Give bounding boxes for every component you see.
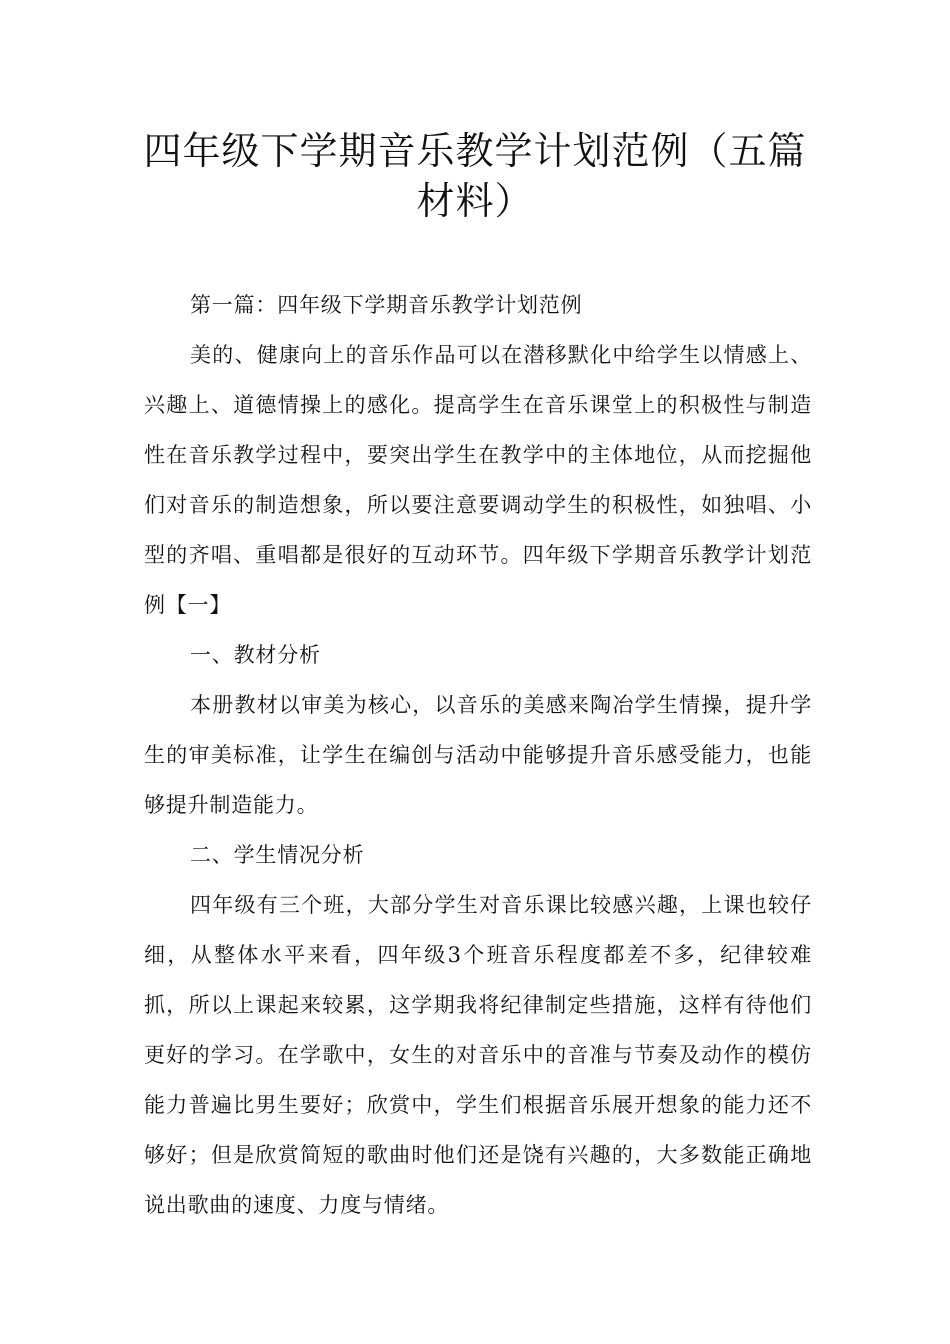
- document-body: [144, 280, 812, 1230]
- section-heading-textbook-analysis: 一、教材分析: [190, 643, 321, 667]
- intro-paragraph: 美的、健康向上的音乐作品可以在潜移默化中给学生以情感上、兴趣上、道德情操上的感化。提高学生在音乐课堂上的积极性与制造性在音乐教学过程中，要突出学生在教学中的主体地位，从而挖掘他们对音乐的制造想象，所以要注意要调动学生的积极性，如独唱、小型的齐唱、重唱都是很好的互动环节。四年级下学期音乐教学计划范例【一】: [144, 343, 812, 617]
- textbook-analysis-paragraph: 本册教材以审美为核心，以音乐的美感来陶冶学生情操，提升学生的审美标准，让学生在编创与活动中能够提升音乐感受能力，也能够提升制造能力。: [144, 693, 812, 817]
- student-analysis-paragraph: 四年级有三个班，大部分学生对音乐课比较感兴趣，上课也较仔细，从整体水平来看，四年级3个班音乐程度都差不多，纪律较难抓，所以上课起来较累，这学期我将纪律制定些措施，这样有待他们更好的学习。在学歌中，女生的对音乐中的音准与节奏及动作的模仿能力普遍比男生要好；欣赏中，学生们根据音乐展开想象的能力还不够好；但是欣赏简短的歌曲时他们还是饶有兴趣的，大多数能正确地说出歌曲的速度、力度与情绪。: [144, 893, 812, 1217]
- document-title: 四年级下学期音乐教学计划范例（五篇材料）: [143, 129, 807, 223]
- section-heading-part-one: 第一篇：四年级下学期音乐教学计划范例: [190, 293, 583, 317]
- section-heading-student-analysis: 二、学生情况分析: [190, 843, 365, 867]
